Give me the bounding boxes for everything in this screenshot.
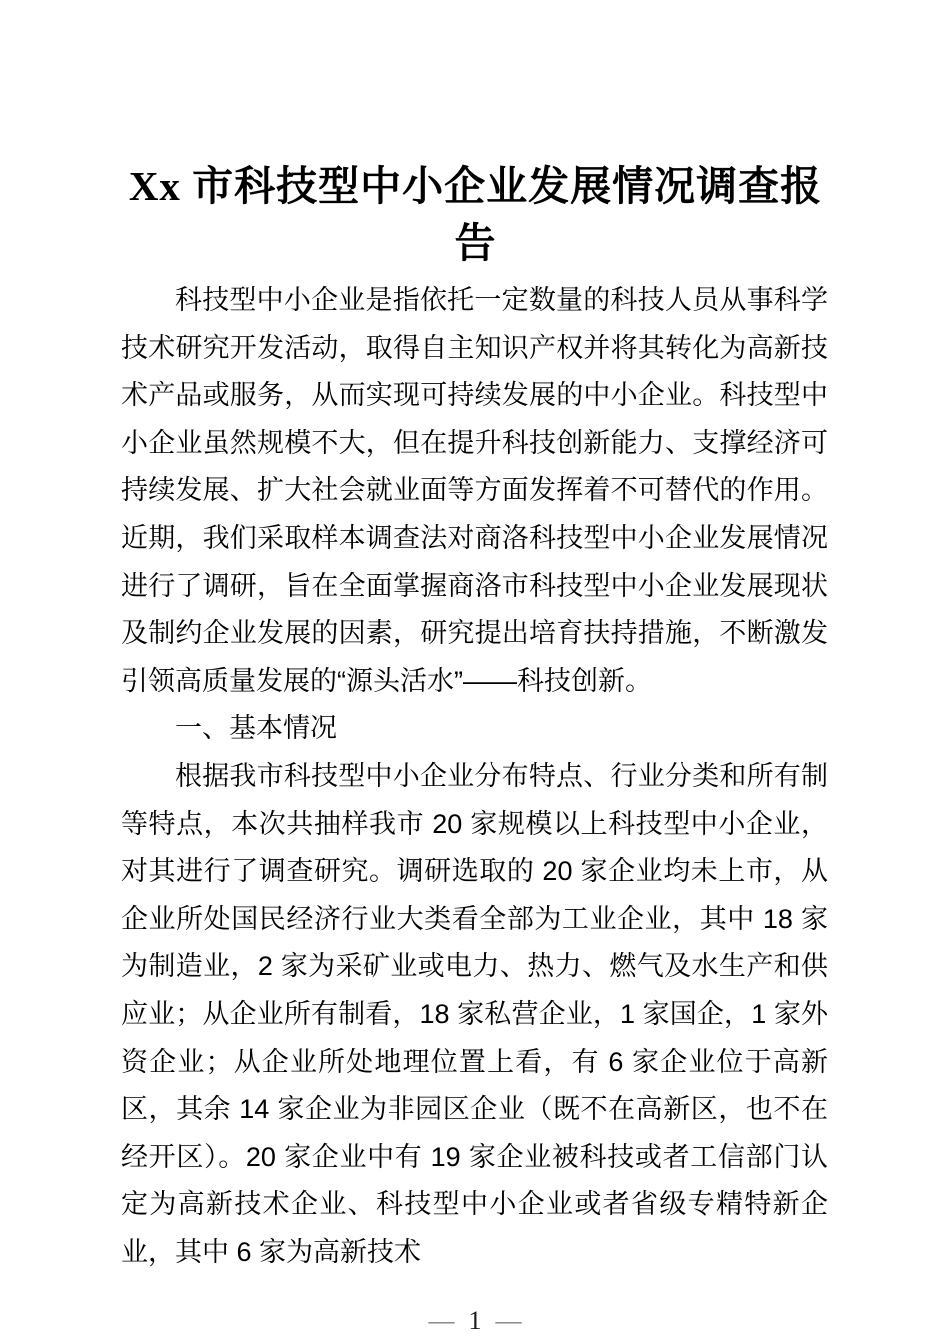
section-one-paragraph: 根据我市科技型中小企业分布特点、行业分类和所有制等特点，本次共抽样我市 20 家规模以上科技型中小企业，对其进行了调查研究。调研选取的 20 家企业均未上市，从企业所处国民经济行业大类看全部为工业企业，其中 18 家为制造业，2 家为采矿业或电力、热力、燃气及水生产和供应业；从企业所有制看，18 家私营企业，1 家国企，1 家外资企业；从企业所处地理位置上看，有 6 家企业位于高新区，其余 14 家企业为非园区企业（既不在高新区，也不在经开区）。20 家企业中有 19 家企业被科技或者工信部门认定为高新技术企业、科技型中小企业或者省级专精特新企业，其中 6 家为高新技术: [121, 760, 828, 1267]
document-title: Xx 市科技型中小企业发展情况调查报告: [128, 163, 823, 266]
footer-left-dash: —: [428, 1306, 455, 1335]
intro-paragraph: 科技型中小企业是指依托一定数量的科技人员从事科学技术研究开发活动，取得自主知识产权并将其转化为高新技术产品或服务，从而实现可持续发展的中小企业。科技型中小企业虽然规模不大，但在提升科技创新能力、支撑经济可持续发展、扩大社会就业面等方面发挥着不可替代的作用。近期，我们采取样本调查法对商洛科技型中小企业发展情况进行了调研，旨在全面掌握商洛市科技型中小企业发展现状及制约企业发展的因素，研究提出培育扶持措施，不断激发引领高质量发展的“源头活水”——科技创新。: [121, 285, 828, 696]
footer-right-dash: —: [495, 1306, 522, 1335]
section-heading-basic-situation: 一、基本情况: [175, 713, 337, 744]
page-number: 1: [468, 1306, 482, 1335]
page-footer: [0, 1306, 950, 1336]
